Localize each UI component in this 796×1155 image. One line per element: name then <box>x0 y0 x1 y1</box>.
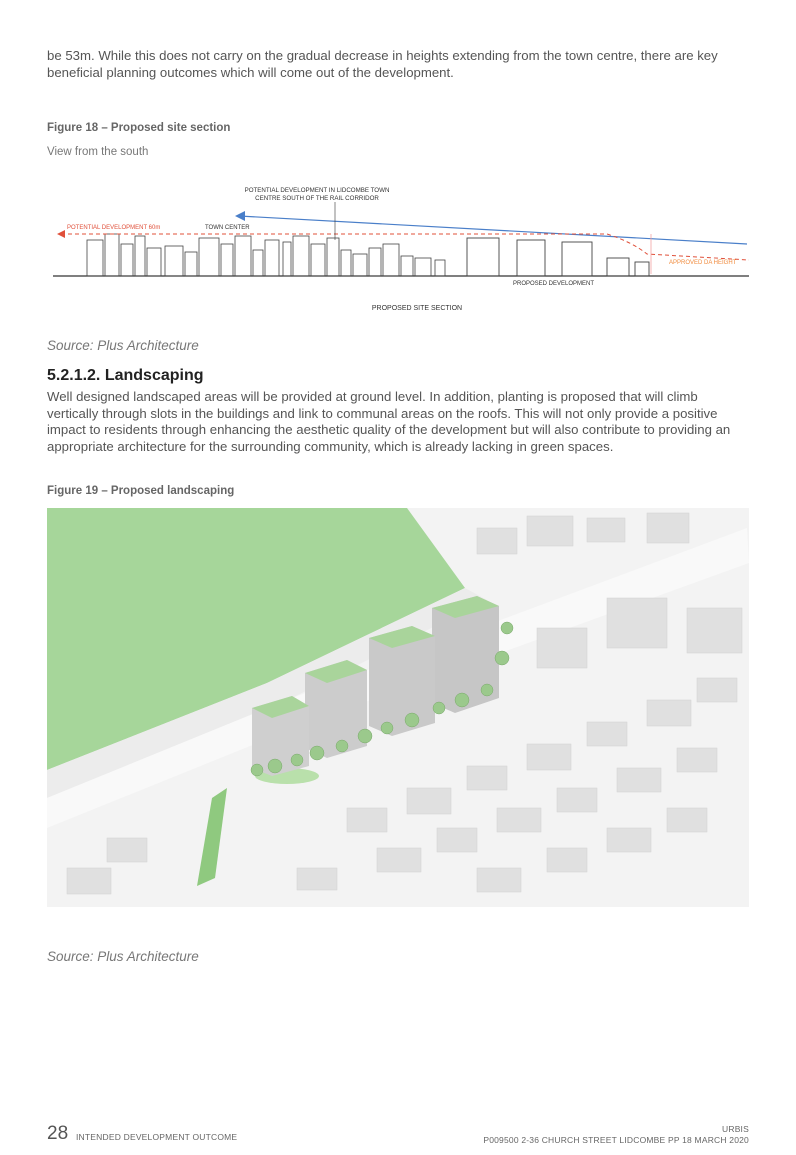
blue-arrow-line <box>239 216 747 244</box>
label-proposed-dev: PROPOSED DEVELOPMENT <box>513 281 595 287</box>
footer-section-name: INTENDED DEVELOPMENT OUTCOME <box>76 1132 238 1142</box>
label-potential-town-1: POTENTIAL DEVELOPMENT IN LIDCOMBE TOWN <box>244 187 390 194</box>
footer-project: P009500 2-36 CHURCH STREET LIDCOMBE PP 18 MARCH 2020 <box>483 1135 749 1145</box>
blue-arrow-head <box>235 211 245 221</box>
red-arrow-head <box>57 230 65 238</box>
figure-19-source: Source: Plus Architecture <box>47 949 199 964</box>
figure-18-source: Source: Plus Architecture <box>47 338 199 353</box>
section-heading: 5.2.1.2. Landscaping <box>47 367 204 384</box>
label-approved-da: APPROVED DA HEIGHT <box>669 260 737 266</box>
intro-paragraph: be 53m. While this does not carry on the gradual decrease in heights extending from the town centre, there are key beneficial planning outcomes which will come out of the development. <box>47 48 718 80</box>
proposed-buildings <box>467 238 649 276</box>
label-potential-town-2: CENTRE SOUTH OF THE RAIL CORRIDOR <box>255 195 379 202</box>
label-town-center: TOWN CENTER <box>205 225 250 231</box>
landscaping-render <box>47 508 749 907</box>
section-body: Well designed landscaped areas will be provided at ground level. In addition, planting is proposed that will climb vertically through slots in the buildings and link to communal areas on the roofs. This will not only provide a positive impact to residents through enhancing the aesthetic quality of the development but will also contribute to providing an appropriate architecture for the surrounding community, which is already lacking in green spaces. <box>47 389 731 454</box>
figure-18-title: Figure 18 – Proposed site section <box>47 122 231 134</box>
site-section-drawing <box>47 178 749 323</box>
label-potential-60: POTENTIAL DEVELOPMENT 60m <box>67 225 161 231</box>
label-section-title: PROPOSED SITE SECTION <box>371 305 463 312</box>
figure-18-subtitle: View from the south <box>47 146 149 158</box>
figure-19-title: Figure 19 – Proposed landscaping <box>47 485 235 497</box>
page-number: 28 <box>47 1123 69 1144</box>
footer-company: URBIS <box>722 1124 749 1134</box>
town-centre-buildings <box>87 234 445 276</box>
